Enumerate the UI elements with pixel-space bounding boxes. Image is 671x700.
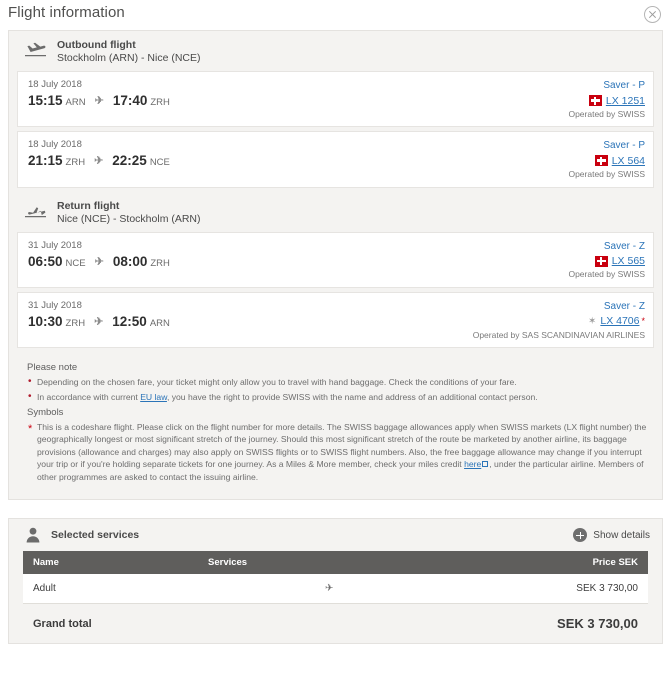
fare-label: Saver - Z (603, 300, 645, 312)
segment-times (28, 93, 170, 108)
flight-information-panel (8, 30, 663, 500)
flight-segment-row (17, 131, 654, 187)
symbols-title: Symbols (27, 406, 64, 418)
operated-by-label: Operated by SWISS (568, 269, 645, 280)
departure-airport: ARN (65, 97, 86, 109)
flight-number-row (473, 314, 645, 328)
show-details-button[interactable] (573, 528, 650, 542)
flight-segment-row (17, 292, 654, 348)
grand-total-row (9, 604, 662, 643)
row-price: SEK 3 730,00 (461, 574, 649, 604)
notes-section (9, 352, 662, 493)
leg-route-label: Stockholm (ARN) - Nice (NCE) (57, 52, 201, 65)
arrival-time: 17:40 (112, 93, 148, 109)
segment-details (568, 239, 645, 281)
swiss-logo-icon (589, 95, 602, 106)
segment-details (568, 78, 645, 120)
segment-schedule (28, 138, 170, 180)
selected-services-panel (8, 518, 663, 644)
segment-times (28, 314, 170, 329)
flight-segment-row (17, 232, 654, 288)
leg-header-return (9, 192, 662, 232)
segment-date: 31 July 2018 (28, 239, 82, 251)
airplane-icon: ✈ (94, 255, 104, 268)
departure-time: 06:50 (28, 253, 63, 269)
airplane-takeoff-icon (23, 39, 49, 57)
here-link[interactable]: here (464, 459, 482, 470)
departure-time: 21:15 (28, 153, 63, 169)
plus-icon (573, 528, 587, 542)
leg-type-label: Return flight (57, 199, 120, 212)
services-table (23, 551, 648, 604)
leg-route-label: Nice (NCE) - Stockholm (ARN) (57, 212, 201, 225)
leg-type-label: Outbound flight (57, 39, 136, 51)
segment-schedule (28, 78, 170, 120)
segment-times (28, 254, 170, 269)
close-icon[interactable] (644, 6, 661, 23)
symbols-text-part-b: , under the particular airline. Members of other programmes are asked to contact the issuing airline. (37, 459, 644, 482)
segment-date: 18 July 2018 (28, 79, 82, 91)
departure-time: 10:30 (28, 313, 63, 329)
note-item: • In accordance with current EU law, you have the right to provide SWISS with the name and address of an additional contact person. (27, 391, 648, 403)
eu-law-link[interactable]: EU law (140, 391, 167, 402)
segment-times (28, 153, 170, 168)
fare-label: Saver - P (603, 140, 645, 152)
external-link-icon (482, 461, 488, 467)
table-row (23, 574, 648, 604)
flight-number-row (568, 254, 645, 268)
flight-number-link[interactable]: LX 565 (611, 255, 645, 268)
services-title: Selected services (51, 529, 140, 542)
arrival-time: 08:00 (112, 253, 148, 269)
note-item: • Depending on the chosen fare, your ticket might only allow you to travel with hand baggage. Check the conditions of your fare. (27, 376, 648, 388)
airplane-icon: ✈ (94, 315, 104, 328)
flight-number-row (568, 94, 645, 108)
flight-number-link[interactable]: LX 4706 (600, 315, 640, 328)
page-header (0, 0, 671, 30)
segment-schedule (28, 239, 170, 281)
star-alliance-icon: ✶ (587, 315, 597, 327)
column-header-services: Services (198, 551, 461, 574)
flight-number-link[interactable]: LX 564 (611, 154, 645, 167)
departure-airport: NCE (65, 257, 86, 269)
operated-by-label: Operated by SWISS (568, 108, 645, 119)
show-details-label: Show details (593, 529, 650, 541)
segment-details (568, 138, 645, 180)
page-title: Flight information (8, 4, 125, 21)
grand-total-label: Grand total (33, 617, 92, 630)
service-airplane-icon: ✈ (198, 574, 461, 604)
please-note-title: Please note (27, 362, 78, 374)
symbols-text (27, 421, 648, 483)
segment-date: 31 July 2018 (28, 299, 82, 311)
swiss-logo-icon (595, 155, 608, 166)
codeshare-marker: * (641, 316, 645, 327)
arrival-time: 22:25 (112, 153, 147, 169)
flight-segment-row (17, 71, 654, 127)
swiss-logo-icon (595, 256, 608, 267)
services-header (9, 519, 662, 551)
table-header-row (23, 551, 648, 574)
fare-label: Saver - Z (603, 240, 645, 252)
leg-header-outbound (9, 31, 662, 71)
flight-number-link[interactable]: LX 1251 (605, 94, 645, 107)
grand-total-value: SEK 3 730,00 (557, 616, 638, 632)
please-note-list (27, 376, 648, 403)
passenger-type: Adult (23, 574, 198, 604)
operated-by-label: Operated by SAS SCANDINAVIAN AIRLINES (472, 329, 645, 340)
column-header-price: Price SEK (461, 551, 649, 574)
segment-schedule (28, 299, 170, 341)
column-header-name: Name (23, 551, 198, 574)
arrival-airport: ZRH (150, 257, 170, 269)
departure-time: 15:15 (28, 93, 63, 109)
operated-by-label: Operated by SWISS (568, 169, 645, 180)
airplane-icon: ✈ (94, 155, 104, 168)
arrival-airport: ZRH (150, 97, 170, 109)
departure-airport: ZRH (65, 157, 86, 169)
arrival-airport: NCE (149, 157, 170, 169)
fare-label: Saver - P (603, 80, 645, 92)
flight-number-row (568, 154, 645, 168)
segment-date: 18 July 2018 (28, 139, 82, 151)
segment-details (473, 299, 645, 341)
airplane-landing-icon (23, 200, 49, 218)
arrival-time: 12:50 (112, 313, 147, 329)
arrival-airport: ARN (149, 317, 170, 329)
passenger-icon (23, 527, 43, 543)
symbols-text-part-a: This is a codeshare flight. Please click on the flight number for more details. The SWISS baggage allowances apply when SWISS markets (LX flight number) the geographically longest or most significant stretch of the journey. Should this most significant stretch of the route be marketed by another airline, its baggage provisions (allowance and charges) may also apply on SWISS flights or to SWISS flight numbers. Also, the free baggage allowance may change if you interrupt your trip or if you're holding separate tickets for one journey. As a Miles & More member, check your miles credit (37, 421, 647, 470)
airplane-icon: ✈ (94, 95, 104, 108)
departure-airport: ZRH (65, 317, 86, 329)
